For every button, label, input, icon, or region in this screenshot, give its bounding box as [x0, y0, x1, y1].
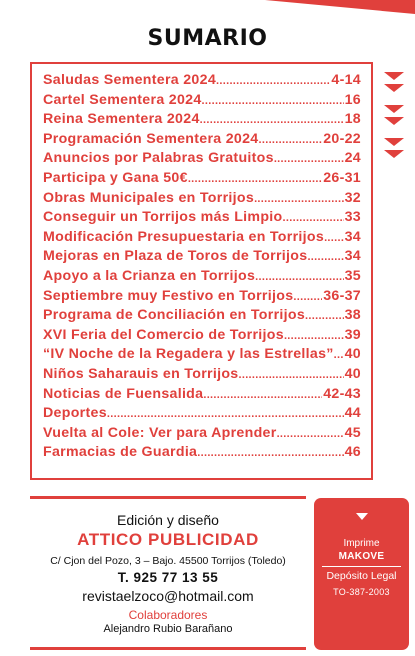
toc-dot-leader — [255, 271, 343, 283]
toc-entry-title: Apoyo a la Crianza en Torrijos — [43, 267, 256, 284]
company-name: ATTICO PUBLICIDAD — [77, 530, 259, 549]
toc-entry-page: 36-37 — [323, 287, 361, 304]
toc-entry[interactable] — [43, 209, 361, 229]
toc-entry-title: Deportes — [43, 405, 107, 422]
toc-entry-title: Obras Municipales en Torrijos — [43, 189, 255, 206]
toc-dot-leader — [107, 408, 344, 420]
toc-entry-page: 35 — [344, 267, 361, 284]
print-label: Imprime — [343, 538, 380, 549]
toc-entry-title: Cartel Sementera 2024 — [43, 91, 202, 108]
company-phone: T. 925 77 13 55 — [117, 570, 219, 585]
chevron-down-icon — [356, 513, 368, 520]
chevron-down-icon — [384, 138, 404, 146]
toc-entry[interactable] — [43, 386, 361, 406]
toc-entry[interactable] — [43, 190, 361, 210]
toc-entry-page: 46 — [344, 444, 361, 461]
toc-entry-title: Niños Saharauis en Torrijos — [43, 365, 239, 382]
toc-dot-leader — [202, 95, 344, 107]
toc-entry-title: XVI Feria del Comercio de Torrijos — [43, 326, 284, 343]
toc-entry-title: Noticias de Fuensalida — [43, 385, 204, 402]
side-arrows — [384, 72, 406, 162]
toc-entry[interactable] — [43, 111, 361, 131]
toc-dot-leader — [238, 369, 343, 381]
toc-entry-page: 38 — [344, 307, 361, 324]
toc-entry-page: 24 — [344, 150, 361, 167]
toc-entry[interactable] — [43, 327, 361, 347]
toc-entry[interactable] — [43, 444, 361, 464]
toc-dot-leader — [254, 193, 344, 205]
toc-entry-page: 44 — [344, 405, 361, 422]
toc-entry-title: Septiembre muy Festivo en Torrijos — [43, 287, 294, 304]
toc-entry[interactable] — [43, 366, 361, 386]
toc-dot-leader — [188, 173, 322, 185]
chevron-down-icon — [384, 105, 404, 113]
toc-dot-leader — [334, 349, 344, 361]
printer-name: MAKOVE — [338, 551, 385, 562]
design-label: Edición y diseño — [117, 512, 219, 528]
toc-entry-page: 42-43 — [323, 385, 361, 402]
toc-entry-page: 33 — [344, 209, 361, 226]
toc-dot-leader — [200, 114, 344, 126]
toc-entry[interactable] — [43, 150, 361, 170]
toc-entry-title: Conseguir un Torrijos más Limpio — [43, 209, 283, 226]
toc-entry-title: Modificación Presupuestaria en Torrijos — [43, 228, 325, 245]
toc-entry-title: Programa de Conciliación en Torrijos — [43, 307, 306, 324]
toc-entry[interactable] — [43, 248, 361, 268]
toc-entry[interactable] — [43, 92, 361, 112]
toc-entry-page: 34 — [344, 228, 361, 245]
toc-entry-page: 40 — [344, 365, 361, 382]
credits-rule-top — [30, 496, 306, 499]
legal-deposit-label: Depósito Legal — [326, 570, 397, 582]
toc-entry[interactable] — [43, 268, 361, 288]
print-info-box — [314, 498, 409, 650]
toc-dot-leader — [277, 428, 344, 440]
toc-entry-title: Participa y Gana 50€ — [43, 169, 188, 186]
toc-dot-leader — [284, 330, 344, 342]
credits-rule-bottom — [30, 647, 306, 650]
toc-entry-page: 16 — [344, 91, 361, 108]
toc-entry[interactable] — [43, 425, 361, 445]
toc-entry-title: Saludas Sementera 2024 — [43, 72, 217, 88]
toc-entry[interactable] — [43, 131, 361, 151]
table-of-contents — [30, 62, 373, 480]
toc-dot-leader — [203, 389, 322, 401]
toc-entry[interactable] — [43, 288, 361, 308]
toc-entry-page: 39 — [344, 326, 361, 343]
toc-entry[interactable] — [43, 229, 361, 249]
toc-entry-page: 20-22 — [323, 130, 361, 147]
toc-entry-page: 40 — [344, 346, 361, 363]
toc-dot-leader — [274, 153, 344, 165]
toc-entry-page: 4-14 — [331, 72, 361, 88]
company-address: C/ Cjon del Pozo, 3 – Bajo. 45500 Torrijos (Toledo) — [50, 555, 286, 567]
toc-entry-title: Farmacias de Guardia — [43, 444, 198, 461]
chevron-down-icon — [384, 72, 404, 80]
chevron-down-icon — [384, 150, 404, 158]
toc-entry[interactable] — [43, 72, 361, 92]
toc-dot-leader — [197, 447, 343, 459]
toc-entry-page: 32 — [344, 189, 361, 206]
toc-dot-leader — [307, 251, 343, 263]
credits-block — [30, 496, 306, 635]
legal-deposit-number: TO-387-2003 — [333, 587, 390, 597]
toc-entry-title: Programación Sementera 2024 — [43, 130, 259, 147]
toc-entry-page: 34 — [344, 248, 361, 265]
company-email[interactable]: revistaelzoco@hotmail.com — [82, 588, 254, 604]
toc-entry[interactable] — [43, 405, 361, 425]
toc-dot-leader — [293, 291, 322, 303]
toc-entry-title: “IV Noche de la Regadera y las Estrellas” — [43, 346, 334, 363]
chevron-down-icon — [384, 117, 404, 125]
toc-dot-leader — [259, 134, 323, 146]
toc-entry-title: Reina Sementera 2024 — [43, 111, 200, 128]
chevron-down-icon — [384, 84, 404, 92]
page-title: SUMARIO — [147, 26, 268, 51]
collaborators-name: Alejandro Rubio Barañano — [103, 623, 233, 635]
toc-dot-leader — [283, 212, 344, 224]
toc-dot-leader — [305, 310, 344, 322]
toc-entry[interactable] — [43, 346, 361, 366]
toc-entry-title: Mejoras en Plaza de Toros de Torrijos — [43, 248, 308, 265]
toc-entry-title: Anuncios por Palabras Gratuitos — [43, 150, 274, 167]
toc-entry[interactable] — [43, 170, 361, 190]
collaborators-label: Colaboradores — [128, 608, 208, 622]
toc-dot-leader — [216, 75, 330, 87]
toc-entry-page: 45 — [344, 424, 361, 441]
toc-entry-page: 26-31 — [323, 169, 361, 186]
toc-entry-page: 18 — [344, 111, 361, 128]
toc-dot-leader — [324, 232, 344, 244]
corner-stripe — [265, 0, 415, 14]
toc-entry[interactable] — [43, 307, 361, 327]
print-divider — [322, 566, 401, 567]
toc-entry-title: Vuelta al Cole: Ver para Aprender — [43, 424, 277, 441]
